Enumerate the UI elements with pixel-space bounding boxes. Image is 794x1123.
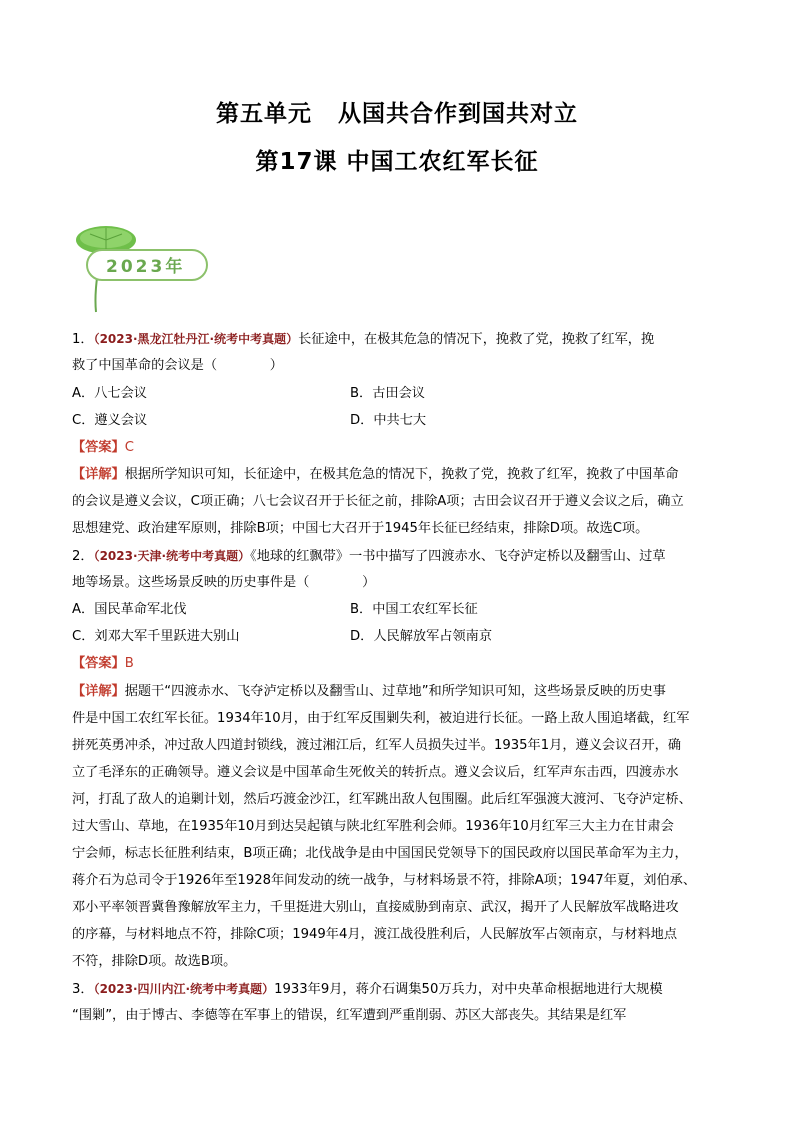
q1-detail-line1 [72,461,732,489]
q2-detail-line4: 立了毛泽东的正确领导。遵义会议是中国革命生死攸关的转折点。遵义会议后，红军声东击西，四渡赤水 [72,765,679,780]
q1-detail-line2: 的会议是遵义会议，C项正确；八七会议召开于长征之前，排除A项；古田会议召开于遵义会议之后，确立 [72,494,684,509]
q2-detail-line8: 蒋介石为总司令于1926年至1928年间发动的统一战争，与材料场景不符，排除A项；1947年夏，刘伯承、 [72,873,697,888]
q1-detail-line3: 思想建党、政治建军原则，排除B项；中国七大召开于1945年长征已经结束，排除D项。故选C项。 [72,521,649,536]
q1-source: （2023·黑龙江牡丹江·统考中考真题） [93,332,299,346]
q1-option-b: B．古田会议 [350,386,425,401]
q2-detail-line2: 件是中国工农红军长征。1934年10月，由于红军反围剿失利，被迫进行长征。一路上敌人围追堵截，红军 [72,711,690,726]
unit-name: 从国共合作到国共对立 [338,101,578,127]
q2-detail-tag: 【详解】 [72,684,125,699]
q2-stem-text: 《地球的红飘带》一书中描写了四渡赤水、飞夺泸定桥以及翻雪山、过草 [250,549,666,564]
q1-stem-text: 长征途中，在极其危急的情况下，挽救了党，挽救了红军，挽 [298,332,655,347]
q2-stem-line2: 地等场景。这些场景反映的历史事件是（ ） [72,575,376,590]
q2-number: 2． [72,549,94,564]
q2-stem-line1 [72,542,732,571]
q1-answer [72,434,732,462]
q1-detail-tag: 【详解】 [72,467,125,482]
q2-detail-line10: 的序幕，与材料地点不符，排除C项；1949年4月，渡江战役胜利后，人民解放军占领南京，与材料地点 [72,927,678,942]
q1-option-c: C．遵义会议 [72,413,148,428]
q1-option-d: D．中共七大 [350,413,427,428]
q2-detail-line11: 不符，排除D项。故选B项。 [72,954,237,969]
q1-answer-value: C [124,440,134,455]
q2-answer-tag: 【答案】 [72,656,125,671]
q2-detail-line7: 宁会师，标志长征胜利结束，B项正确；北伐战争是由中国国民党领导下的国民政府以国民革命军为主力， [72,846,688,861]
unit-label: 第五单元 [216,101,312,127]
q3-stem-line1 [72,975,732,1004]
q2-detail-line9: 邓小平率领晋冀鲁豫解放军主力，千里挺进大别山，直接威胁到南京、武汉，揭开了人民解放军战略进攻 [72,900,679,915]
q3-source: （2023·四川内江·统考中考真题） [93,982,275,996]
q2-source: （2023·天津·统考中考真题） [93,549,251,563]
q2-detail-text: 据题干“四渡赤水、飞夺泸定桥以及翻雪山、过草地”和所学知识可知，这些场景反映的历史事 [124,684,666,699]
q1-option-a: A．八七会议 [72,386,147,401]
q2-detail-line6: 过大雪山、草地，在1935年10月到达吴起镇与陕北红军胜利会师。1936年10月红军三大主力在甘肃会 [72,819,674,834]
q1-stem-line2: 救了中国革命的会议是（ ） [72,358,283,373]
lesson-title: 第17课 中国工农红军长征 [255,149,539,175]
q2-option-d: D．人民解放军占领南京 [350,629,493,644]
q3-stem-line2: “围剿”，由于博古、李德等在军事上的错误，红军遭到严重削弱、苏区大部丧失。其结果是红军 [72,1008,627,1023]
q1-detail-text: 根据所学知识可知，长征途中，在极其危急的情况下，挽救了党，挽救了红军，挽救了中国革命 [124,467,679,482]
q2-option-c: C．刘邓大军千里跃进大别山 [72,629,240,644]
q2-answer [72,650,732,678]
q2-option-b: B．中国工农红军长征 [350,602,478,617]
q1-number: 1． [72,332,94,347]
q1-answer-tag: 【答案】 [72,440,125,455]
q3-stem-text: 1933年9月，蒋介石调集50万兵力，对中央革命根据地进行大规模 [274,982,663,997]
q2-detail-line3: 拼死英勇冲杀，冲过敌人四道封锁线，渡过湘江后，红军人员损失过半。1935年1月，遵义会议召开，确 [72,738,682,753]
q3-number: 3． [72,982,94,997]
year-badge-label: 2023年 [106,257,186,277]
q2-option-a: A．国民革命军北伐 [72,602,187,617]
q2-detail-line1 [72,678,732,706]
q2-detail-line5: 河，打乱了敌人的追剿计划，然后巧渡金沙江，红军跳出敌人包围圈。此后红军强渡大渡河、飞夺泸定桥、 [72,792,692,807]
q1-stem-line1 [72,325,732,354]
unit-title [0,95,794,128]
q2-answer-value: B [124,656,134,671]
year-badge [70,222,210,314]
